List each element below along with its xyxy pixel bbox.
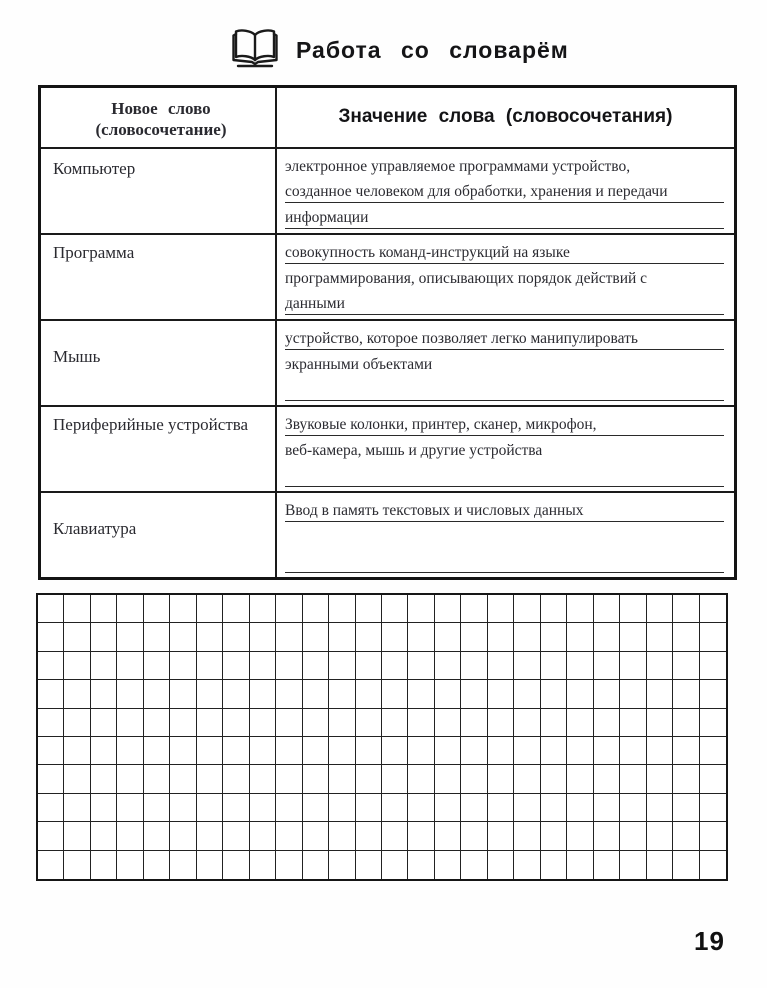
grid-cell bbox=[647, 709, 673, 737]
grid-cell bbox=[461, 851, 487, 879]
grid-cell bbox=[329, 680, 355, 708]
grid-cell bbox=[488, 851, 514, 879]
grid-cell bbox=[64, 623, 90, 651]
grid-cell bbox=[223, 623, 249, 651]
grid-cell bbox=[223, 737, 249, 765]
grid-cell bbox=[144, 765, 170, 793]
grid-cell bbox=[700, 623, 726, 651]
grid-cell bbox=[435, 765, 461, 793]
grid-cell bbox=[408, 851, 434, 879]
grid-cell bbox=[541, 595, 567, 623]
grid-cell bbox=[170, 851, 196, 879]
blank-writing-line bbox=[285, 522, 724, 547]
grid-cell bbox=[117, 737, 143, 765]
grid-cell bbox=[594, 765, 620, 793]
grid-cell bbox=[64, 680, 90, 708]
grid-cell bbox=[673, 851, 699, 879]
term-cell: Периферийные устройства bbox=[41, 407, 277, 491]
grid-cell bbox=[408, 737, 434, 765]
grid-cell bbox=[91, 737, 117, 765]
grid-cell bbox=[303, 595, 329, 623]
grid-cell bbox=[620, 794, 646, 822]
grid-cell bbox=[356, 794, 382, 822]
grid-cell bbox=[170, 652, 196, 680]
definition-line: веб-камера, мышь и другие устройства bbox=[285, 441, 543, 459]
grid-cell bbox=[197, 794, 223, 822]
grid-cell bbox=[170, 595, 196, 623]
definition-cell bbox=[277, 235, 734, 319]
grid-cell bbox=[620, 680, 646, 708]
grid-cell bbox=[647, 851, 673, 879]
grid-cell bbox=[700, 652, 726, 680]
table-row bbox=[41, 147, 734, 233]
grid-cell bbox=[250, 709, 276, 737]
grid-cell bbox=[356, 595, 382, 623]
definition-cell bbox=[277, 149, 734, 233]
grid-cell bbox=[117, 822, 143, 850]
grid-cell bbox=[144, 737, 170, 765]
grid-cell bbox=[170, 737, 196, 765]
grid-cell bbox=[91, 765, 117, 793]
grid-cell bbox=[461, 737, 487, 765]
grid-cell bbox=[408, 623, 434, 651]
grid-cell bbox=[382, 595, 408, 623]
grid-cell bbox=[488, 765, 514, 793]
grid-cell bbox=[197, 709, 223, 737]
grid-cell bbox=[620, 822, 646, 850]
vocab-table-header-row bbox=[41, 88, 734, 147]
grid-cell bbox=[567, 680, 593, 708]
grid-cell bbox=[223, 794, 249, 822]
grid-cell bbox=[38, 851, 64, 879]
grid-cell bbox=[276, 822, 302, 850]
grid-cell bbox=[541, 652, 567, 680]
grid-cell bbox=[567, 623, 593, 651]
grid-cell bbox=[223, 680, 249, 708]
grid-cell bbox=[382, 623, 408, 651]
grid-cell bbox=[117, 652, 143, 680]
grid-cell bbox=[594, 652, 620, 680]
grid-cell bbox=[117, 851, 143, 879]
grid-cell bbox=[541, 623, 567, 651]
grid-cell bbox=[514, 765, 540, 793]
grid-cell bbox=[647, 822, 673, 850]
grid-cell bbox=[567, 737, 593, 765]
grid-cell bbox=[488, 680, 514, 708]
grid-cell bbox=[276, 623, 302, 651]
grid-cell bbox=[276, 709, 302, 737]
vocab-table bbox=[38, 85, 737, 580]
grid-cell bbox=[435, 652, 461, 680]
grid-cell bbox=[567, 822, 593, 850]
grid-cell bbox=[435, 737, 461, 765]
grid-cell bbox=[647, 652, 673, 680]
squared-grid bbox=[36, 593, 728, 881]
grid-cell bbox=[250, 652, 276, 680]
grid-cell bbox=[514, 822, 540, 850]
term-cell: Мышь bbox=[41, 321, 277, 405]
grid-cell bbox=[382, 822, 408, 850]
grid-cell bbox=[170, 822, 196, 850]
grid-cell bbox=[541, 794, 567, 822]
grid-cell bbox=[38, 794, 64, 822]
grid-cell bbox=[488, 822, 514, 850]
grid-cell bbox=[620, 652, 646, 680]
grid-cell bbox=[673, 822, 699, 850]
grid-cell bbox=[144, 595, 170, 623]
page-title: Работа со словарём bbox=[296, 37, 569, 63]
table-row bbox=[41, 491, 734, 577]
grid-cell bbox=[488, 709, 514, 737]
grid-cell bbox=[594, 851, 620, 879]
grid-cell bbox=[488, 652, 514, 680]
grid-cell bbox=[64, 851, 90, 879]
grid-cell bbox=[91, 595, 117, 623]
grid-cell bbox=[673, 794, 699, 822]
grid-cell bbox=[541, 737, 567, 765]
grid-cell bbox=[700, 822, 726, 850]
grid-cell bbox=[700, 851, 726, 879]
grid-cell bbox=[303, 737, 329, 765]
grid-cell bbox=[197, 652, 223, 680]
term-cell: Программа bbox=[41, 235, 277, 319]
grid-cell bbox=[303, 765, 329, 793]
grid-cell bbox=[594, 737, 620, 765]
grid-cell bbox=[197, 737, 223, 765]
grid-cell bbox=[541, 709, 567, 737]
grid-cell bbox=[620, 737, 646, 765]
grid-cell bbox=[197, 822, 223, 850]
grid-cell bbox=[303, 851, 329, 879]
grid-cell bbox=[567, 851, 593, 879]
definition-line: Ввод в память текстовых и числовых данных bbox=[285, 496, 724, 522]
grid-cell bbox=[276, 851, 302, 879]
column-header-meaning: Значение слова (словосочетания) bbox=[338, 106, 673, 128]
grid-cell bbox=[223, 652, 249, 680]
grid-cell bbox=[673, 737, 699, 765]
grid-cell bbox=[382, 737, 408, 765]
grid-cell bbox=[700, 794, 726, 822]
grid-cell bbox=[514, 623, 540, 651]
definition-cell bbox=[277, 321, 734, 405]
grid-cell bbox=[276, 737, 302, 765]
grid-cell bbox=[408, 794, 434, 822]
grid-cell bbox=[144, 822, 170, 850]
grid-cell bbox=[144, 680, 170, 708]
grid-cell bbox=[329, 851, 355, 879]
grid-cell bbox=[673, 709, 699, 737]
grid-cell bbox=[673, 595, 699, 623]
grid-cell bbox=[170, 794, 196, 822]
grid-cell bbox=[382, 709, 408, 737]
grid-cell bbox=[197, 680, 223, 708]
grid-cell bbox=[514, 680, 540, 708]
blank-writing-line bbox=[285, 461, 724, 487]
grid-cell bbox=[435, 794, 461, 822]
definition-line: информации bbox=[285, 203, 724, 229]
grid-cell bbox=[594, 822, 620, 850]
grid-cell bbox=[461, 765, 487, 793]
grid-cell bbox=[567, 794, 593, 822]
grid-cell bbox=[250, 595, 276, 623]
grid-cell bbox=[356, 737, 382, 765]
grid-cell bbox=[461, 595, 487, 623]
grid-cell bbox=[461, 680, 487, 708]
grid-cell bbox=[38, 709, 64, 737]
grid-cell bbox=[303, 680, 329, 708]
grid-cell bbox=[91, 822, 117, 850]
grid-cell bbox=[514, 709, 540, 737]
grid-cell bbox=[461, 709, 487, 737]
grid-cell bbox=[620, 595, 646, 623]
grid-cell bbox=[647, 737, 673, 765]
grid-cell bbox=[356, 765, 382, 793]
grid-cell bbox=[514, 595, 540, 623]
grid-cell bbox=[356, 709, 382, 737]
grid-cell bbox=[223, 851, 249, 879]
grid-cell bbox=[64, 595, 90, 623]
grid-cell bbox=[329, 652, 355, 680]
grid-cell bbox=[117, 623, 143, 651]
definition-line: электронное управляемое программами устройство, bbox=[285, 157, 631, 175]
grid-cell bbox=[488, 737, 514, 765]
grid-cell bbox=[541, 680, 567, 708]
grid-cell bbox=[91, 709, 117, 737]
grid-cell bbox=[170, 709, 196, 737]
definition-cell bbox=[277, 493, 734, 577]
grid-cell bbox=[170, 765, 196, 793]
grid-cell bbox=[382, 765, 408, 793]
grid-cell bbox=[91, 851, 117, 879]
grid-cell bbox=[250, 765, 276, 793]
grid-cell bbox=[700, 709, 726, 737]
grid-cell bbox=[514, 851, 540, 879]
grid-cell bbox=[197, 623, 223, 651]
grid-cell bbox=[408, 680, 434, 708]
grid-cell bbox=[329, 822, 355, 850]
table-row bbox=[41, 233, 734, 319]
definition-line: данными bbox=[285, 289, 724, 315]
grid-cell bbox=[673, 680, 699, 708]
grid-cell bbox=[117, 794, 143, 822]
open-book-icon bbox=[230, 26, 280, 75]
definition-line: экранными объектами bbox=[285, 355, 433, 373]
grid-cell bbox=[64, 737, 90, 765]
grid-cell bbox=[276, 652, 302, 680]
definition-line: совокупность команд-инструкций на языке bbox=[285, 238, 724, 264]
grid-cell bbox=[117, 709, 143, 737]
grid-cell bbox=[170, 680, 196, 708]
blank-writing-line bbox=[285, 375, 724, 401]
grid-cell bbox=[408, 652, 434, 680]
grid-cell bbox=[435, 595, 461, 623]
grid-cell bbox=[276, 794, 302, 822]
grid-cell bbox=[567, 595, 593, 623]
grid-cell bbox=[91, 652, 117, 680]
grid-cell bbox=[250, 680, 276, 708]
grid-cell bbox=[250, 851, 276, 879]
grid-cell bbox=[64, 794, 90, 822]
grid-cell bbox=[303, 709, 329, 737]
grid-cell bbox=[223, 709, 249, 737]
grid-cell bbox=[250, 822, 276, 850]
grid-cell bbox=[541, 851, 567, 879]
term-cell: Клавиатура bbox=[41, 493, 277, 577]
grid-cell bbox=[223, 765, 249, 793]
grid-cell bbox=[303, 822, 329, 850]
grid-cell bbox=[620, 623, 646, 651]
grid-cell bbox=[38, 652, 64, 680]
grid-cell bbox=[303, 623, 329, 651]
grid-cell bbox=[408, 709, 434, 737]
grid-cell bbox=[461, 623, 487, 651]
grid-cell bbox=[647, 765, 673, 793]
grid-cell bbox=[356, 822, 382, 850]
definition-line: программирования, описывающих порядок действий с bbox=[285, 269, 648, 287]
grid-cell bbox=[541, 822, 567, 850]
grid-cell bbox=[700, 765, 726, 793]
grid-cell bbox=[382, 652, 408, 680]
grid-cell bbox=[197, 595, 223, 623]
page-number: 19 bbox=[694, 926, 725, 956]
grid-cell bbox=[488, 595, 514, 623]
grid-cell bbox=[567, 765, 593, 793]
grid-cell bbox=[620, 851, 646, 879]
grid-cell bbox=[197, 765, 223, 793]
grid-cell bbox=[461, 652, 487, 680]
grid-cell bbox=[250, 623, 276, 651]
grid-cell bbox=[329, 765, 355, 793]
grid-cell bbox=[382, 794, 408, 822]
grid-cell bbox=[514, 794, 540, 822]
grid-cell bbox=[91, 623, 117, 651]
grid-cell bbox=[382, 851, 408, 879]
grid-cell bbox=[250, 737, 276, 765]
grid-cell bbox=[144, 623, 170, 651]
grid-cell bbox=[673, 623, 699, 651]
grid-cell bbox=[408, 822, 434, 850]
grid-cell bbox=[144, 794, 170, 822]
grid-cell bbox=[356, 652, 382, 680]
grid-cell bbox=[223, 822, 249, 850]
grid-cell bbox=[38, 623, 64, 651]
grid-cell bbox=[647, 794, 673, 822]
grid-cell bbox=[461, 794, 487, 822]
grid-cell bbox=[329, 623, 355, 651]
grid-cell bbox=[461, 822, 487, 850]
term-cell: Компьютер bbox=[41, 149, 277, 233]
grid-cell bbox=[64, 709, 90, 737]
grid-cell bbox=[408, 765, 434, 793]
definition-line: созданное человеком для обработки, хранения и передачи bbox=[285, 177, 724, 203]
grid-cell bbox=[356, 680, 382, 708]
grid-cell bbox=[38, 737, 64, 765]
grid-cell bbox=[594, 794, 620, 822]
blank-writing-line bbox=[285, 547, 724, 573]
grid-cell bbox=[382, 680, 408, 708]
grid-cell bbox=[488, 623, 514, 651]
grid-cell bbox=[514, 737, 540, 765]
grid-cell bbox=[700, 595, 726, 623]
grid-cell bbox=[64, 652, 90, 680]
grid-cell bbox=[435, 680, 461, 708]
grid-cell bbox=[276, 595, 302, 623]
grid-cell bbox=[64, 822, 90, 850]
grid-cell bbox=[276, 765, 302, 793]
grid-cell bbox=[38, 765, 64, 793]
grid-cell bbox=[594, 623, 620, 651]
grid-cell bbox=[64, 765, 90, 793]
grid-cell bbox=[620, 765, 646, 793]
grid-cell bbox=[197, 851, 223, 879]
page-header bbox=[230, 26, 569, 75]
definition-line: устройство, которое позволяет легко манипулировать bbox=[285, 324, 724, 350]
grid-cell bbox=[700, 737, 726, 765]
grid-cell bbox=[647, 680, 673, 708]
grid-cell bbox=[356, 623, 382, 651]
grid-cell bbox=[38, 595, 64, 623]
grid-cell bbox=[435, 709, 461, 737]
grid-cell bbox=[144, 851, 170, 879]
grid-cell bbox=[594, 595, 620, 623]
grid-cell bbox=[567, 709, 593, 737]
grid-cell bbox=[91, 680, 117, 708]
grid-cell bbox=[117, 765, 143, 793]
table-row bbox=[41, 405, 734, 491]
grid-cell bbox=[91, 794, 117, 822]
grid-cell bbox=[673, 765, 699, 793]
grid-cell bbox=[38, 680, 64, 708]
grid-cell bbox=[594, 680, 620, 708]
grid-cell bbox=[170, 623, 196, 651]
grid-cell bbox=[303, 652, 329, 680]
definition-line: Звуковые колонки, принтер, сканер, микрофон, bbox=[285, 410, 724, 436]
grid-cell bbox=[144, 652, 170, 680]
grid-cell bbox=[38, 822, 64, 850]
grid-cell bbox=[329, 794, 355, 822]
grid-cell bbox=[541, 765, 567, 793]
grid-cell bbox=[514, 652, 540, 680]
grid-cell bbox=[276, 680, 302, 708]
grid-cell bbox=[647, 623, 673, 651]
grid-cell bbox=[223, 595, 249, 623]
grid-cell bbox=[567, 652, 593, 680]
table-row bbox=[41, 319, 734, 405]
grid-cell bbox=[673, 652, 699, 680]
grid-cell bbox=[435, 822, 461, 850]
grid-cell bbox=[700, 680, 726, 708]
grid-cell bbox=[408, 595, 434, 623]
grid-cell bbox=[620, 709, 646, 737]
grid-cell bbox=[647, 595, 673, 623]
column-header-word: Новое слово (словосочетание) bbox=[41, 88, 277, 147]
grid-cell bbox=[356, 851, 382, 879]
grid-cell bbox=[435, 851, 461, 879]
grid-cell bbox=[144, 709, 170, 737]
grid-cell bbox=[303, 794, 329, 822]
grid-cell bbox=[117, 680, 143, 708]
grid-cell bbox=[329, 595, 355, 623]
grid-cell bbox=[435, 623, 461, 651]
grid-cell bbox=[329, 709, 355, 737]
grid-cell bbox=[594, 709, 620, 737]
grid-cell bbox=[117, 595, 143, 623]
grid-cell bbox=[329, 737, 355, 765]
grid-cell bbox=[488, 794, 514, 822]
grid-cell bbox=[250, 794, 276, 822]
definition-cell bbox=[277, 407, 734, 491]
